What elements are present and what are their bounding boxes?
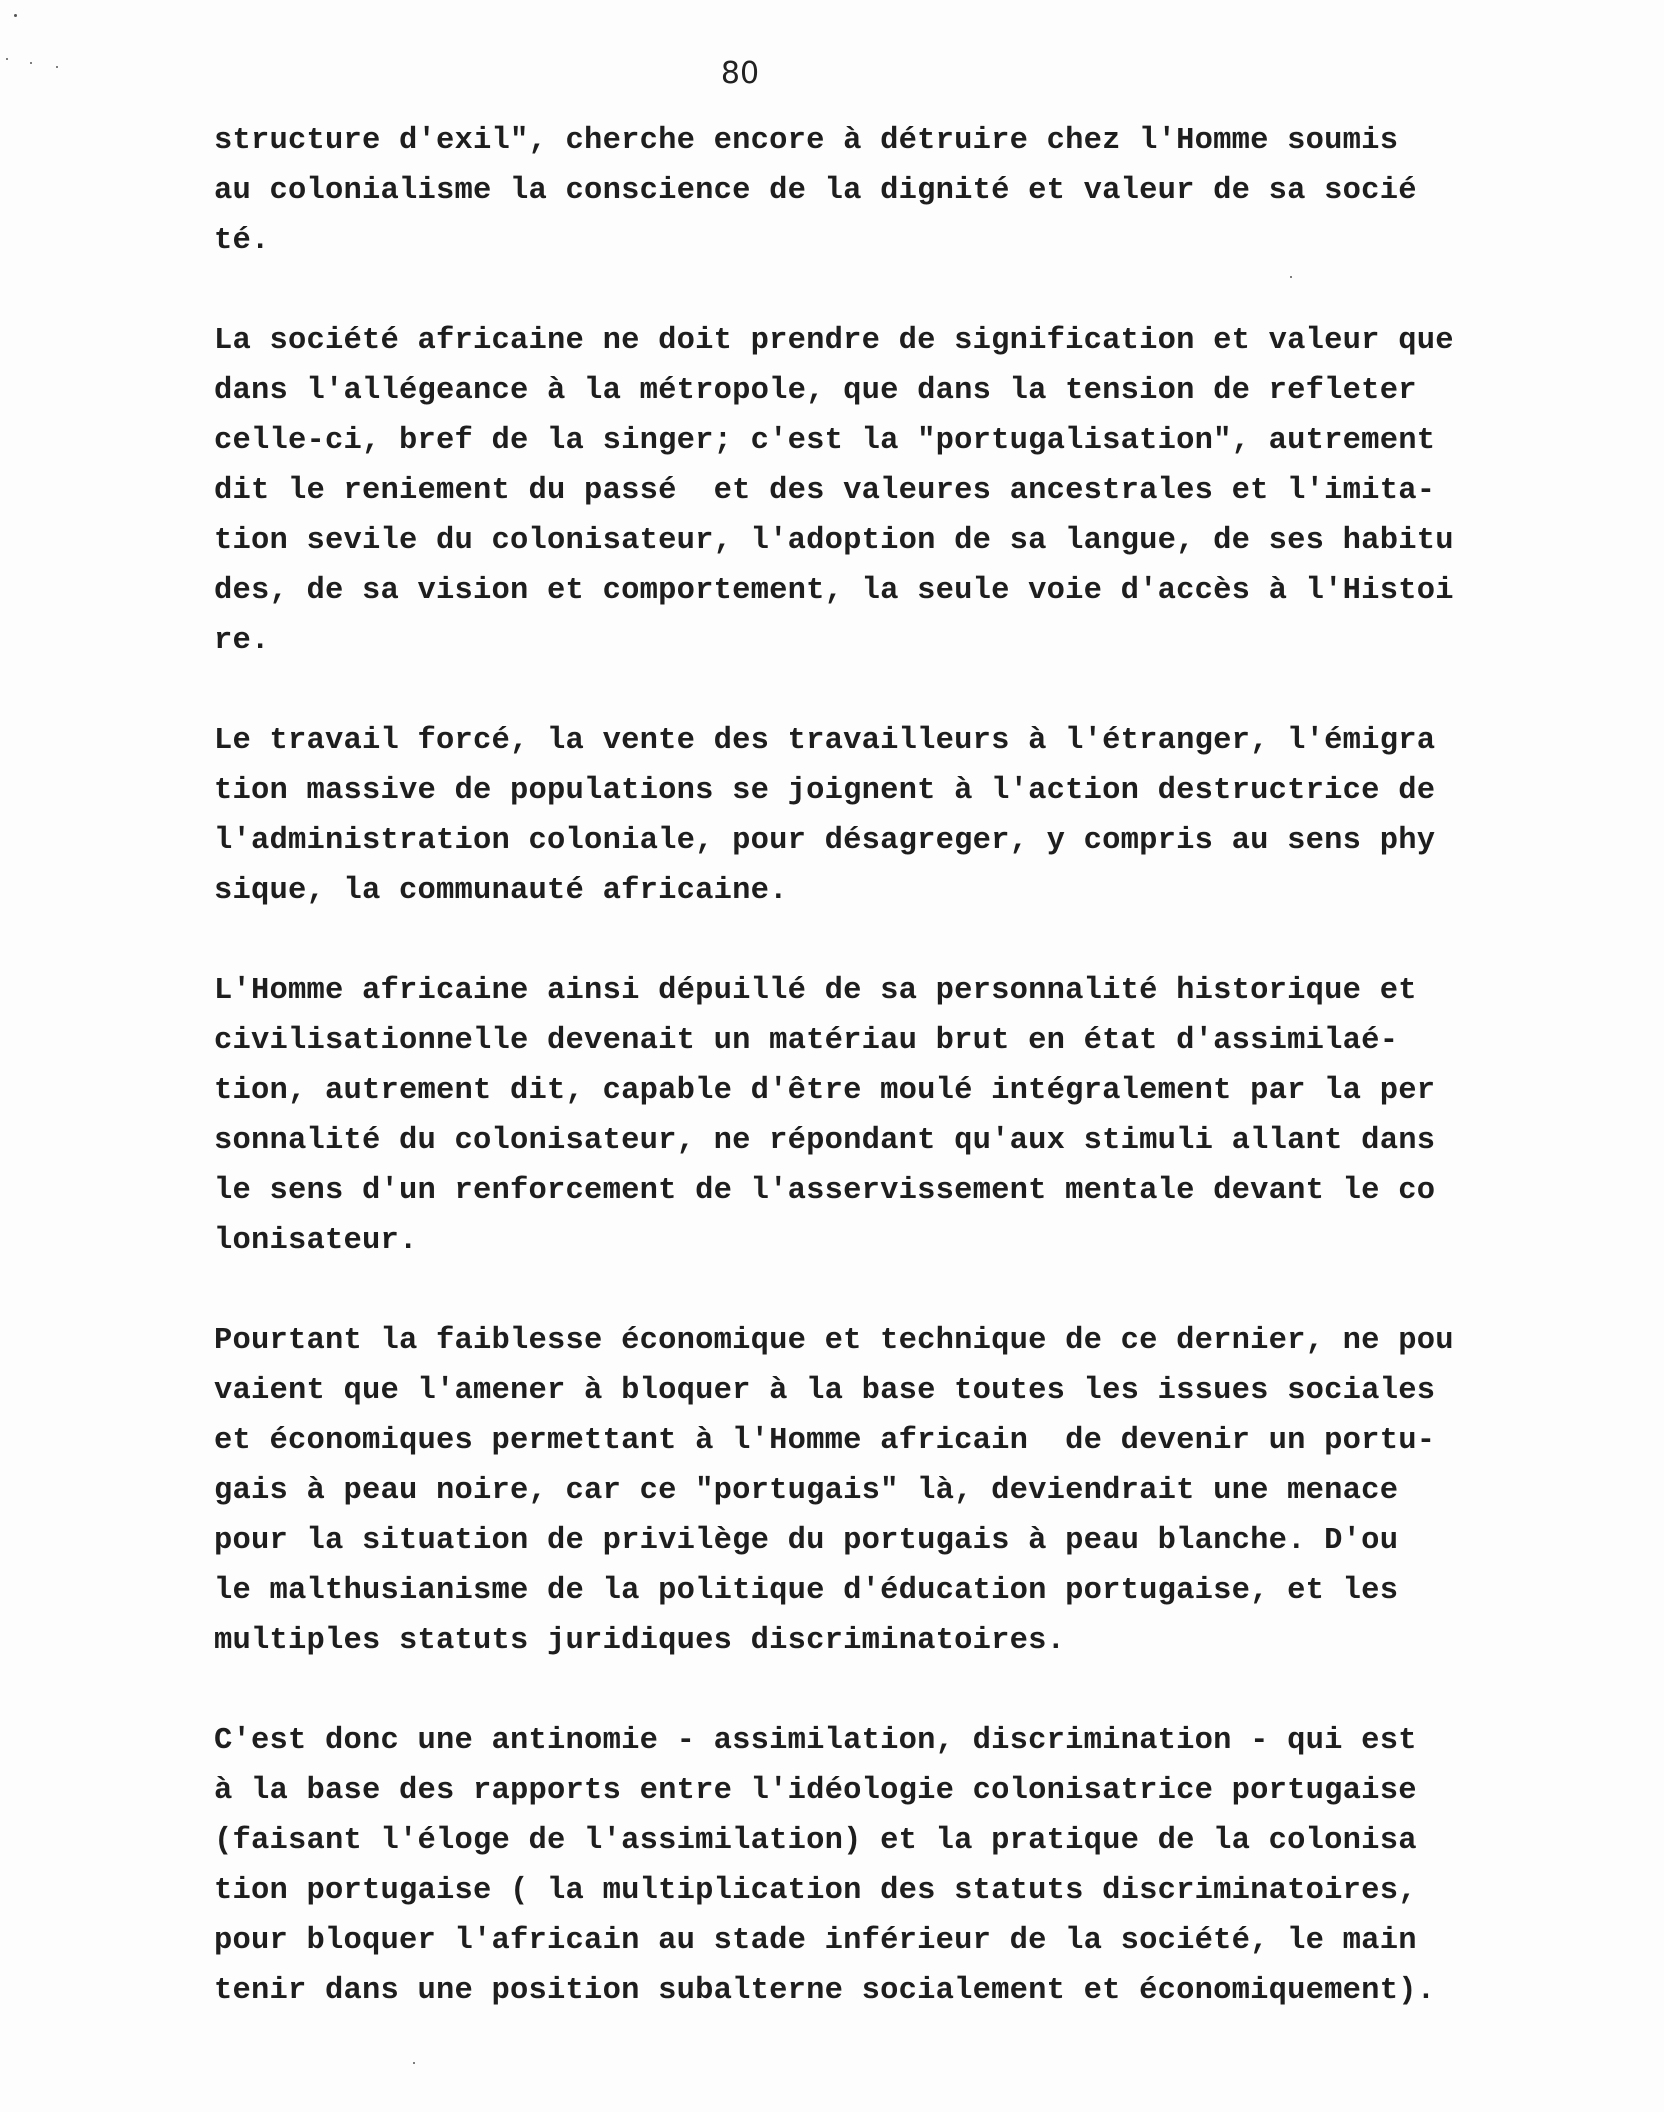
text-line: Le travail forcé, la vente des travailleurs à l'étranger, l'émigra (214, 724, 1436, 758)
text-line: dans l'allégeance à la métropole, que dans la tension de refleter (214, 374, 1417, 408)
text-line: structure d'exil", cherche encore à détruire chez l'Homme soumis (214, 124, 1399, 158)
page-number: 80 (720, 56, 760, 91)
paragraph-4 (214, 966, 1594, 1266)
text-line: multiples statuts juridiques discriminatoires. (214, 1624, 1066, 1658)
text-line: tion, autrement dit, capable d'être moulé intégralement par la per (214, 1074, 1436, 1108)
text-line: pour la situation de privilège du portugais à peau blanche. D'ou (214, 1524, 1399, 1558)
text-line: La société africaine ne doit prendre de signification et valeur que (214, 324, 1454, 358)
scan-speck (14, 14, 17, 17)
text-line: celle-ci, bref de la singer; c'est la "portugalisation", autrement (214, 424, 1436, 458)
text-line: tion portugaise ( la multiplication des statuts discriminatoires, (214, 1874, 1417, 1908)
scan-speck (413, 2062, 415, 2064)
text-line: (faisant l'éloge de l'assimilation) et la pratique de la colonisa (214, 1824, 1417, 1858)
text-line: té. (214, 224, 270, 258)
scan-speck (56, 66, 58, 68)
text-line: civilisationnelle devenait un matériau brut en état d'assimilaé- (214, 1024, 1399, 1058)
text-line: des, de sa vision et comportement, la seule voie d'accès à l'Histoi (214, 574, 1454, 608)
text-line: et économiques permettant à l'Homme africain de devenir un portu- (214, 1424, 1436, 1458)
text-line: à la base des rapports entre l'idéologie colonisatrice portugaise (214, 1774, 1417, 1808)
text-line: gais à peau noire, car ce "portugais" là, deviendrait une menace (214, 1474, 1399, 1508)
scan-speck (1290, 276, 1292, 278)
paragraph-1 (214, 116, 1594, 266)
text-line: vaient que l'amener à bloquer à la base toutes les issues sociales (214, 1374, 1436, 1408)
scan-speck (6, 58, 8, 60)
text-line: L'Homme africaine ainsi dépuillé de sa personnalité historique et (214, 974, 1417, 1008)
text-line: C'est donc une antinomie - assimilation, discrimination - qui est (214, 1724, 1417, 1758)
text-line: sique, la communauté africaine. (214, 874, 788, 908)
text-line: sonnalité du colonisateur, ne répondant qu'aux stimuli allant dans (214, 1124, 1436, 1158)
paragraph-5 (214, 1316, 1594, 1666)
text-line: le sens d'un renforcement de l'asservissement mentale devant le co (214, 1174, 1436, 1208)
text-line: tenir dans une position subalterne socialement et économiquement). (214, 1974, 1436, 2008)
scan-speck (30, 62, 32, 64)
text-line: le malthusianisme de la politique d'éducation portugaise, et les (214, 1574, 1399, 1608)
text-line: tion massive de populations se joignent à l'action destructrice de (214, 774, 1436, 808)
paragraph-3 (214, 716, 1594, 916)
text-line: au colonialisme la conscience de la dignité et valeur de sa socié (214, 174, 1417, 208)
text-line: pour bloquer l'africain au stade inférieur de la société, le main (214, 1924, 1417, 1958)
text-line: Pourtant la faiblesse économique et technique de ce dernier, ne pou (214, 1324, 1454, 1358)
text-line: l'administration coloniale, pour désagreger, y compris au sens phy (214, 824, 1436, 858)
text-line: tion sevile du colonisateur, l'adoption de sa langue, de ses habitu (214, 524, 1454, 558)
text-line: re. (214, 624, 270, 658)
paragraph-6 (214, 1716, 1594, 2016)
text-line: lonisateur. (214, 1224, 418, 1258)
text-line: dit le reniement du passé et des valeures ancestrales et l'imita- (214, 474, 1436, 508)
paragraph-2 (214, 316, 1594, 666)
